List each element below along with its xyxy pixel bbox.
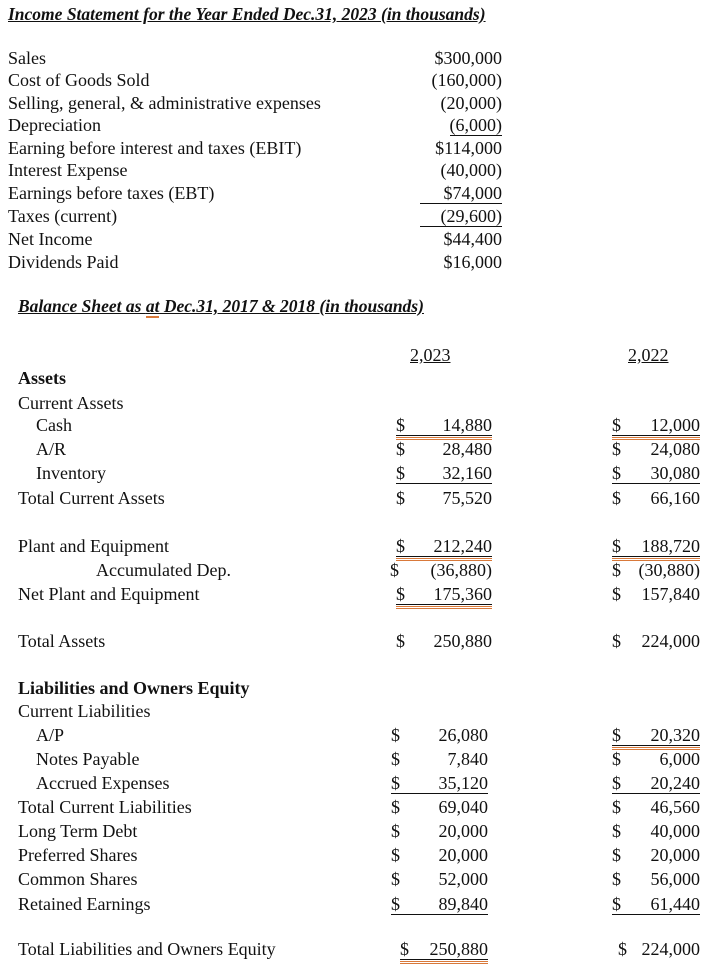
dollar-sign: $ xyxy=(391,894,400,914)
balance-cell-current xyxy=(391,725,488,745)
balance-title-pre: Balance Sheet as xyxy=(18,296,146,316)
dollar-sign: $ xyxy=(391,797,400,817)
amount: 6,000 xyxy=(659,749,700,769)
income-row-value: (20,000) xyxy=(440,93,502,113)
dollar-sign: $ xyxy=(612,845,621,865)
dollar-sign: $ xyxy=(396,488,405,508)
amount: 7,840 xyxy=(447,749,488,769)
balance-cell-prior xyxy=(612,536,700,557)
balance-cell-current xyxy=(391,773,488,794)
balance-cell-current xyxy=(396,415,492,436)
balance-row-label: Common Shares xyxy=(18,869,138,889)
balance-cell-prior xyxy=(612,463,700,484)
amount: 188,720 xyxy=(641,536,700,556)
dollar-sign: $ xyxy=(612,869,621,889)
dollar-sign: $ xyxy=(396,584,405,604)
balance-cell-current xyxy=(396,488,492,508)
balance-title-at: at xyxy=(145,296,160,316)
balance-cell-prior xyxy=(612,894,700,915)
dollar-sign: $ xyxy=(400,939,409,959)
balance-cell-prior xyxy=(612,725,700,746)
balance-row-label: Total Current Liabilities xyxy=(18,797,192,817)
dollar-sign: $ xyxy=(391,725,400,745)
income-row-value: $16,000 xyxy=(443,252,502,272)
income-row-value: $300,000 xyxy=(434,48,502,68)
balance-row-label: Net Plant and Equipment xyxy=(18,584,200,604)
amount: 250,880 xyxy=(433,631,492,651)
balance-cell-current xyxy=(400,939,488,960)
dollar-sign: $ xyxy=(612,463,621,483)
income-row-label: Depreciation xyxy=(8,115,101,135)
dollar-sign: $ xyxy=(396,536,405,556)
amount: 75,520 xyxy=(442,488,492,508)
balance-row-label: Current Assets xyxy=(18,393,124,413)
income-row-value: (160,000) xyxy=(431,70,502,90)
balance-cell-current xyxy=(396,536,492,557)
balance-row-label: Preferred Shares xyxy=(18,845,138,865)
amount: 224,000 xyxy=(641,939,700,959)
amount: 250,880 xyxy=(429,939,488,959)
dollar-sign: $ xyxy=(612,560,621,580)
amount: 56,000 xyxy=(650,869,700,889)
balance-cell-current xyxy=(396,463,492,484)
amount: 24,080 xyxy=(650,439,700,459)
balance-cell-current xyxy=(396,439,492,459)
dollar-sign: $ xyxy=(612,415,621,435)
balance-cell-prior xyxy=(612,631,700,651)
dollar-sign: $ xyxy=(612,584,621,604)
amount: 32,160 xyxy=(442,463,492,483)
income-row-label: Earnings before taxes (EBT) xyxy=(8,183,215,203)
balance-cell-current xyxy=(396,584,492,605)
balance-cell-current xyxy=(391,845,488,865)
dollar-sign: $ xyxy=(612,488,621,508)
amount: 14,880 xyxy=(442,415,492,435)
balance-cell-current xyxy=(391,749,488,769)
income-row-label: Dividends Paid xyxy=(8,252,119,272)
dollar-sign: $ xyxy=(391,845,400,865)
dollar-sign: $ xyxy=(612,797,621,817)
balance-cell-prior xyxy=(612,797,700,817)
dollar-sign: $ xyxy=(396,415,405,435)
income-row-value: $114,000 xyxy=(435,138,502,158)
dollar-sign: $ xyxy=(612,894,621,914)
balance-row-label: Total Assets xyxy=(18,631,106,651)
income-row-value: (29,600) xyxy=(420,206,502,227)
dollar-sign: $ xyxy=(612,439,621,459)
income-row-label: Net Income xyxy=(8,229,93,249)
amount: 20,000 xyxy=(438,845,488,865)
dollar-sign: $ xyxy=(391,749,400,769)
income-row-value: (6,000) xyxy=(449,115,502,135)
balance-row-label: A/P xyxy=(36,725,65,745)
income-row-value: $44,400 xyxy=(443,229,502,249)
amount: 175,360 xyxy=(433,584,492,604)
amount: 66,160 xyxy=(650,488,700,508)
amount: 28,480 xyxy=(442,439,492,459)
balance-cell-prior xyxy=(612,560,700,580)
amount: 89,840 xyxy=(438,894,488,914)
dollar-sign: $ xyxy=(612,773,621,793)
dollar-sign: $ xyxy=(612,749,621,769)
dollar-sign: $ xyxy=(396,631,405,651)
balance-cell-prior xyxy=(618,939,700,959)
income-row-label: Selling, general, & administrative expenses xyxy=(8,93,321,113)
balance-row-label: Accrued Expenses xyxy=(36,773,170,793)
amount: 157,840 xyxy=(641,584,700,604)
balance-cell-prior xyxy=(612,845,700,865)
balance-cell-prior xyxy=(612,749,700,769)
balance-row-label: Inventory xyxy=(36,463,106,483)
dollar-sign: $ xyxy=(612,725,621,745)
balance-row-label: Current Liabilities xyxy=(18,701,151,721)
income-row-label: Cost of Goods Sold xyxy=(8,70,150,90)
balance-row-label: A/R xyxy=(36,439,67,459)
balance-cell-prior xyxy=(612,869,700,889)
amount: 212,240 xyxy=(433,536,492,556)
amount: (30,880) xyxy=(638,560,700,580)
amount: 20,240 xyxy=(650,773,700,793)
income-row-value: $74,000 xyxy=(420,183,502,204)
amount: 20,000 xyxy=(650,845,700,865)
income-statement-title: Income Statement for the Year Ended Dec.31, 2023 (in thousands) xyxy=(8,4,486,24)
dollar-sign: $ xyxy=(618,939,627,959)
amount: (36,880) xyxy=(430,560,492,580)
income-row-label: Earning before interest and taxes (EBIT) xyxy=(8,138,302,158)
amount: 46,560 xyxy=(650,797,700,817)
dollar-sign: $ xyxy=(391,869,400,889)
amount: 35,120 xyxy=(438,773,488,793)
balance-row-label: Total Liabilities and Owners Equity xyxy=(18,939,276,959)
dollar-sign: $ xyxy=(390,560,399,580)
dollar-sign: $ xyxy=(612,631,621,651)
amount: 30,080 xyxy=(650,463,700,483)
balance-row-label: Cash xyxy=(36,415,72,435)
amount: 26,080 xyxy=(438,725,488,745)
dollar-sign: $ xyxy=(396,463,405,483)
dollar-sign: $ xyxy=(391,821,400,841)
balance-cell-prior xyxy=(612,488,700,508)
balance-cell-prior xyxy=(612,415,700,436)
income-row-value: (40,000) xyxy=(440,160,502,180)
dollar-sign: $ xyxy=(612,821,621,841)
balance-row-label: Long Term Debt xyxy=(18,821,138,841)
amount: 20,320 xyxy=(650,725,700,745)
section-heading: Liabilities and Owners Equity xyxy=(18,678,250,698)
balance-cell-current xyxy=(391,797,488,817)
balance-row-label: Plant and Equipment xyxy=(18,536,169,556)
income-row-label: Sales xyxy=(8,48,46,68)
balance-cell-current xyxy=(391,869,488,889)
balance-sheet-title xyxy=(18,296,424,316)
balance-cell-current xyxy=(391,894,488,915)
amount: 61,440 xyxy=(650,894,700,914)
balance-cell-prior xyxy=(612,439,700,459)
income-row-label: Interest Expense xyxy=(8,160,128,180)
balance-cell-prior xyxy=(612,584,700,604)
amount: 40,000 xyxy=(650,821,700,841)
balance-cell-prior xyxy=(612,821,700,841)
year-header-prior: 2,022 xyxy=(628,345,669,365)
income-row-label: Taxes (current) xyxy=(8,206,118,226)
balance-cell-current xyxy=(396,631,492,651)
balance-cell-prior xyxy=(612,773,700,794)
dollar-sign: $ xyxy=(396,439,405,459)
dollar-sign: $ xyxy=(391,773,400,793)
balance-row-label: Accumulated Dep. xyxy=(96,560,231,580)
amount: 52,000 xyxy=(438,869,488,889)
year-header-current: 2,023 xyxy=(410,345,451,365)
balance-row-label: Total Current Assets xyxy=(18,488,165,508)
balance-row-label: Retained Earnings xyxy=(18,894,151,914)
balance-title-post: Dec.31, 2017 & 2018 (in thousands) xyxy=(159,296,424,316)
balance-cell-current xyxy=(391,821,488,841)
amount: 69,040 xyxy=(438,797,488,817)
amount: 224,000 xyxy=(641,631,700,651)
amount: 20,000 xyxy=(438,821,488,841)
dollar-sign: $ xyxy=(612,536,621,556)
amount: 12,000 xyxy=(650,415,700,435)
balance-cell-current xyxy=(390,560,492,580)
balance-row-label: Notes Payable xyxy=(36,749,140,769)
section-heading: Assets xyxy=(18,368,66,388)
